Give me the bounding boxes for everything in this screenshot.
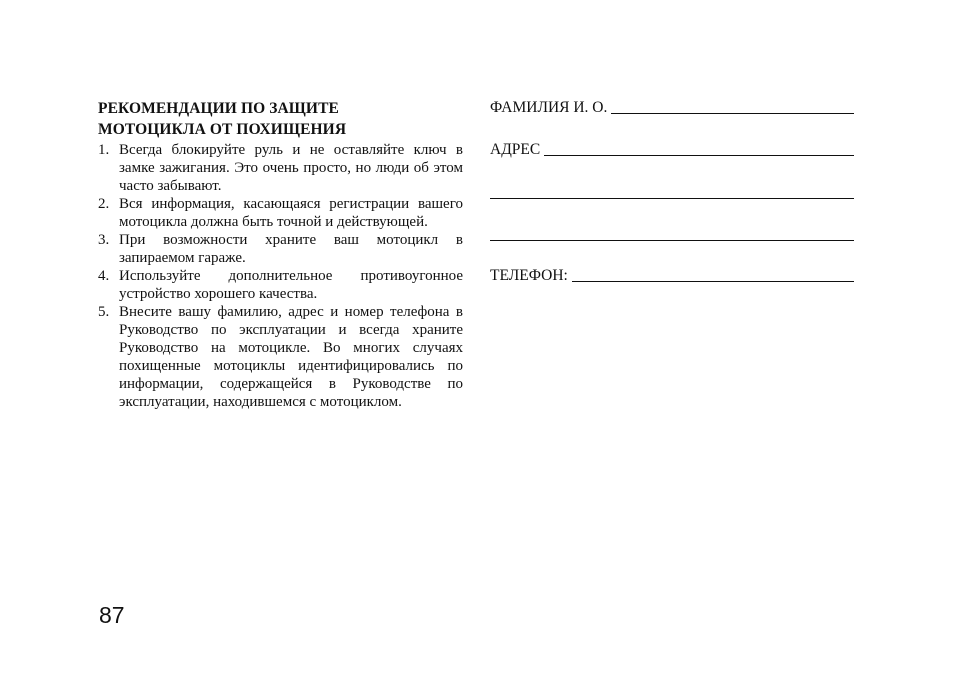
- item-text: Внесите вашу фамилию, адрес и номер телефона в Руководство по эксплуатации и всегда храните Руководство на мотоцикле. Во многих случаях похищенные мотоциклы идентифицировались по информации, содержащейся в Руководстве по эксплуатации, находившемся с мотоциклом.: [119, 304, 463, 410]
- item-text: При возможности храните ваш мотоцикл в запираемом гараже.: [119, 232, 463, 266]
- item-number: 5.: [98, 304, 110, 320]
- item-text: Вся информация, касающаяся регистрации вашего мотоцикла должна быть точной и действующей.: [119, 196, 463, 230]
- name-field: [490, 96, 854, 118]
- theft-protection-section: [98, 98, 463, 411]
- name-line[interactable]: [611, 112, 854, 114]
- heading-line-2: МОТОЦИКЛА ОТ ПОХИЩЕНИЯ: [98, 121, 347, 138]
- section-heading: [98, 98, 463, 140]
- heading-line-1: РЕКОМЕНДАЦИИ ПО ЗАЩИТЕ: [98, 100, 339, 117]
- item-text: Используйте дополнительное противоугонное устройство хорошего качества.: [119, 268, 463, 302]
- address-line[interactable]: [544, 154, 854, 156]
- recommendation-list: [98, 141, 463, 411]
- list-item: [98, 267, 463, 303]
- item-number: 3.: [98, 232, 110, 248]
- address-line-3[interactable]: [490, 240, 854, 241]
- item-number: 2.: [98, 196, 110, 212]
- item-number: 1.: [98, 142, 110, 158]
- address-field: [490, 138, 854, 160]
- address-label: АДРЕС: [490, 141, 541, 158]
- phone-line[interactable]: [572, 280, 854, 282]
- item-text: Всегда блокируйте руль и не оставляйте ключ в замке зажигания. Это очень просто, но люди об этом часто забывают.: [119, 142, 463, 194]
- list-item: [98, 231, 463, 267]
- list-item: [98, 303, 463, 411]
- name-label: ФАМИЛИЯ И. О.: [490, 99, 608, 116]
- page-number: 87: [99, 602, 125, 628]
- phone-label: ТЕЛЕФОН:: [490, 267, 568, 284]
- phone-field: [490, 264, 854, 286]
- item-number: 4.: [98, 268, 110, 284]
- list-item: [98, 141, 463, 195]
- list-item: [98, 195, 463, 231]
- address-line-2[interactable]: [490, 198, 854, 199]
